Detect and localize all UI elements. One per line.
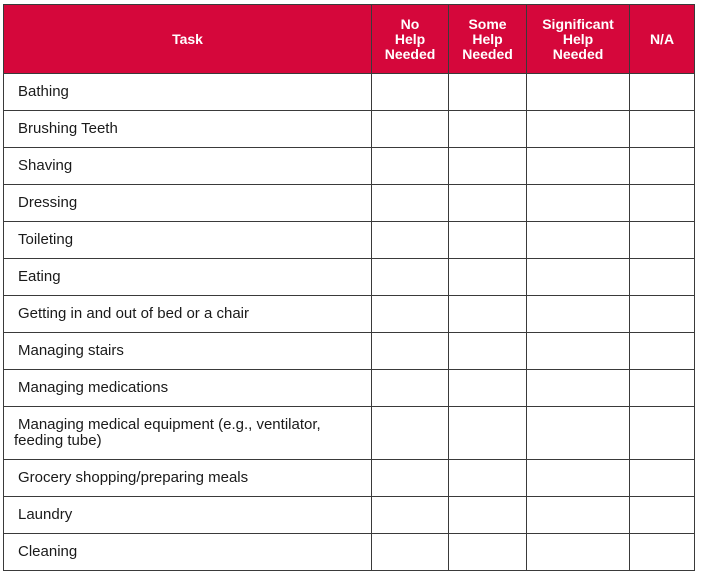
- significant-help-cell[interactable]: [527, 222, 630, 259]
- task-cell: Grocery shopping/preparing meals: [4, 460, 372, 497]
- header-na: N/A: [630, 5, 695, 74]
- na-cell[interactable]: [630, 111, 695, 148]
- task-cell: Toileting: [4, 222, 372, 259]
- some-help-cell[interactable]: [449, 497, 527, 534]
- task-cell: Laundry: [4, 497, 372, 534]
- assistance-checklist-table: [3, 4, 695, 571]
- table-row: [4, 148, 695, 185]
- table-row: [4, 185, 695, 222]
- table-row: [4, 497, 695, 534]
- significant-help-cell[interactable]: [527, 185, 630, 222]
- no-help-cell[interactable]: [372, 222, 449, 259]
- significant-help-cell[interactable]: [527, 333, 630, 370]
- header-some-help-needed: [449, 5, 527, 74]
- table-row: [4, 222, 695, 259]
- header-significant-help-line: Needed: [552, 45, 604, 62]
- table-row: [4, 534, 695, 571]
- header-significant-help-line: Significant: [542, 15, 614, 32]
- some-help-cell[interactable]: [449, 185, 527, 222]
- significant-help-cell[interactable]: [527, 296, 630, 333]
- some-help-cell[interactable]: [449, 333, 527, 370]
- table-row: [4, 407, 695, 460]
- some-help-cell[interactable]: [449, 74, 527, 111]
- significant-help-cell[interactable]: [527, 111, 630, 148]
- header-no-help-line: Needed: [384, 45, 436, 62]
- task-cell: Dressing: [4, 185, 372, 222]
- significant-help-cell[interactable]: [527, 259, 630, 296]
- no-help-cell[interactable]: [372, 497, 449, 534]
- table-row: [4, 111, 695, 148]
- task-cell: Shaving: [4, 148, 372, 185]
- task-cell: Managing medications: [4, 370, 372, 407]
- na-cell[interactable]: [630, 185, 695, 222]
- header-some-help-line: Help: [472, 30, 503, 47]
- header-significant-help-needed: [527, 5, 630, 74]
- task-cell-text: Managing medical equipment (e.g., ventilator, feeding tube): [14, 416, 321, 449]
- na-cell[interactable]: [630, 370, 695, 407]
- some-help-cell[interactable]: [449, 148, 527, 185]
- some-help-cell[interactable]: [449, 460, 527, 497]
- header-no-help-needed: [372, 5, 449, 74]
- task-cell: Cleaning: [4, 534, 372, 571]
- table-row: [4, 333, 695, 370]
- some-help-cell[interactable]: [449, 407, 527, 460]
- na-cell[interactable]: [630, 407, 695, 460]
- significant-help-cell[interactable]: [527, 534, 630, 571]
- na-cell[interactable]: [630, 534, 695, 571]
- header-task: Task: [4, 5, 372, 74]
- na-cell[interactable]: [630, 296, 695, 333]
- task-cell: Brushing Teeth: [4, 111, 372, 148]
- table-row: [4, 296, 695, 333]
- header-no-help-line: No: [400, 15, 420, 32]
- some-help-cell[interactable]: [449, 296, 527, 333]
- some-help-cell[interactable]: [449, 259, 527, 296]
- no-help-cell[interactable]: [372, 333, 449, 370]
- header-some-help-line: Some: [468, 15, 507, 32]
- no-help-cell[interactable]: [372, 185, 449, 222]
- table-row: [4, 74, 695, 111]
- some-help-cell[interactable]: [449, 370, 527, 407]
- na-cell[interactable]: [630, 259, 695, 296]
- na-cell[interactable]: [630, 333, 695, 370]
- header-significant-help-line: Help: [562, 30, 594, 47]
- task-cell: [4, 407, 372, 460]
- na-cell[interactable]: [630, 74, 695, 111]
- no-help-cell[interactable]: [372, 74, 449, 111]
- na-cell[interactable]: [630, 497, 695, 534]
- table-row: [4, 460, 695, 497]
- significant-help-cell[interactable]: [527, 407, 630, 460]
- no-help-cell[interactable]: [372, 370, 449, 407]
- significant-help-cell[interactable]: [527, 148, 630, 185]
- no-help-cell[interactable]: [372, 407, 449, 460]
- table-row: [4, 259, 695, 296]
- some-help-cell[interactable]: [449, 222, 527, 259]
- na-cell[interactable]: [630, 222, 695, 259]
- significant-help-cell[interactable]: [527, 460, 630, 497]
- task-cell: Getting in and out of bed or a chair: [4, 296, 372, 333]
- header-some-help-line: Needed: [462, 45, 513, 62]
- na-cell[interactable]: [630, 460, 695, 497]
- task-cell: Eating: [4, 259, 372, 296]
- significant-help-cell[interactable]: [527, 370, 630, 407]
- significant-help-cell[interactable]: [527, 497, 630, 534]
- header-no-help-line: Help: [394, 30, 426, 47]
- some-help-cell[interactable]: [449, 534, 527, 571]
- no-help-cell[interactable]: [372, 148, 449, 185]
- na-cell[interactable]: [630, 148, 695, 185]
- significant-help-cell[interactable]: [527, 74, 630, 111]
- table-row: [4, 370, 695, 407]
- some-help-cell[interactable]: [449, 111, 527, 148]
- no-help-cell[interactable]: [372, 296, 449, 333]
- header-row: [4, 5, 695, 74]
- no-help-cell[interactable]: [372, 534, 449, 571]
- no-help-cell[interactable]: [372, 460, 449, 497]
- task-cell: Bathing: [4, 74, 372, 111]
- no-help-cell[interactable]: [372, 259, 449, 296]
- task-cell: Managing stairs: [4, 333, 372, 370]
- no-help-cell[interactable]: [372, 111, 449, 148]
